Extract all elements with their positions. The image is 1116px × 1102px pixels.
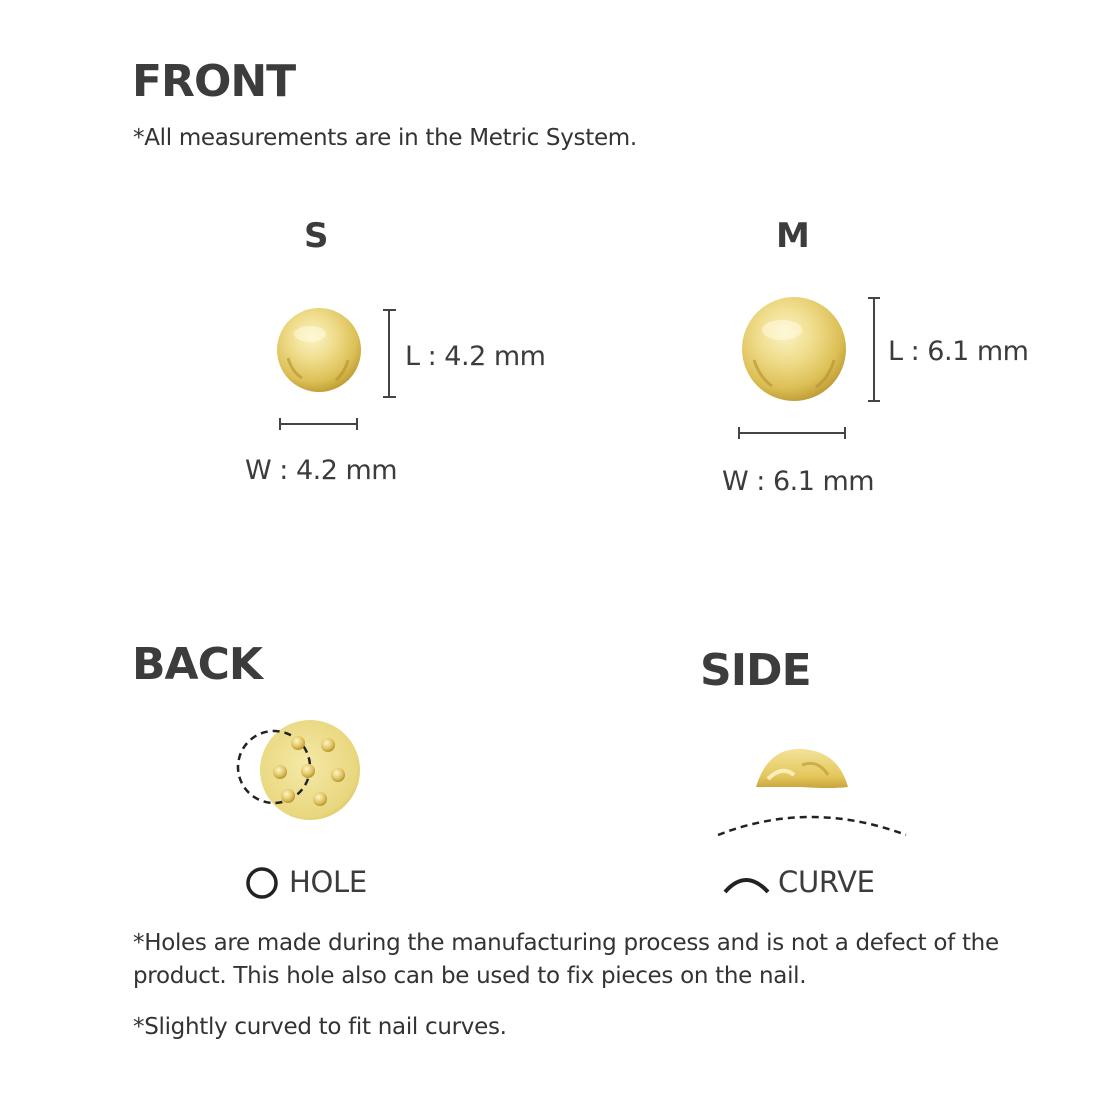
size-m-label: M	[776, 216, 810, 256]
metric-note: *All measurements are in the Metric System.	[133, 125, 637, 151]
size-s-length: L : 4.2 mm	[405, 341, 546, 372]
holes-note: *Holes are made during the manufacturing process and is not a defect of the product. This hole also can be used to fix pieces on the nail.	[133, 930, 999, 990]
gold-ball-small-image	[270, 300, 410, 440]
size-s-label: S	[304, 216, 329, 256]
size-m-width: W : 6.1 mm	[722, 466, 875, 497]
curve-note: *Slightly curved to fit nail curves.	[133, 1014, 507, 1040]
gold-ball-medium-image	[730, 290, 890, 450]
gold-back-image	[230, 715, 370, 825]
back-heading: BACK	[132, 639, 262, 690]
size-m-length: L : 6.1 mm	[888, 336, 1029, 367]
size-s-width: W : 4.2 mm	[245, 455, 398, 486]
front-heading: FRONT	[132, 56, 296, 107]
gold-side-image	[710, 735, 920, 845]
hole-legend-icon	[245, 866, 279, 900]
side-heading: SIDE	[700, 645, 811, 696]
curve-legend-icon	[722, 872, 772, 896]
hole-legend-label: HOLE	[289, 865, 367, 899]
curve-legend-label: CURVE	[778, 865, 875, 899]
